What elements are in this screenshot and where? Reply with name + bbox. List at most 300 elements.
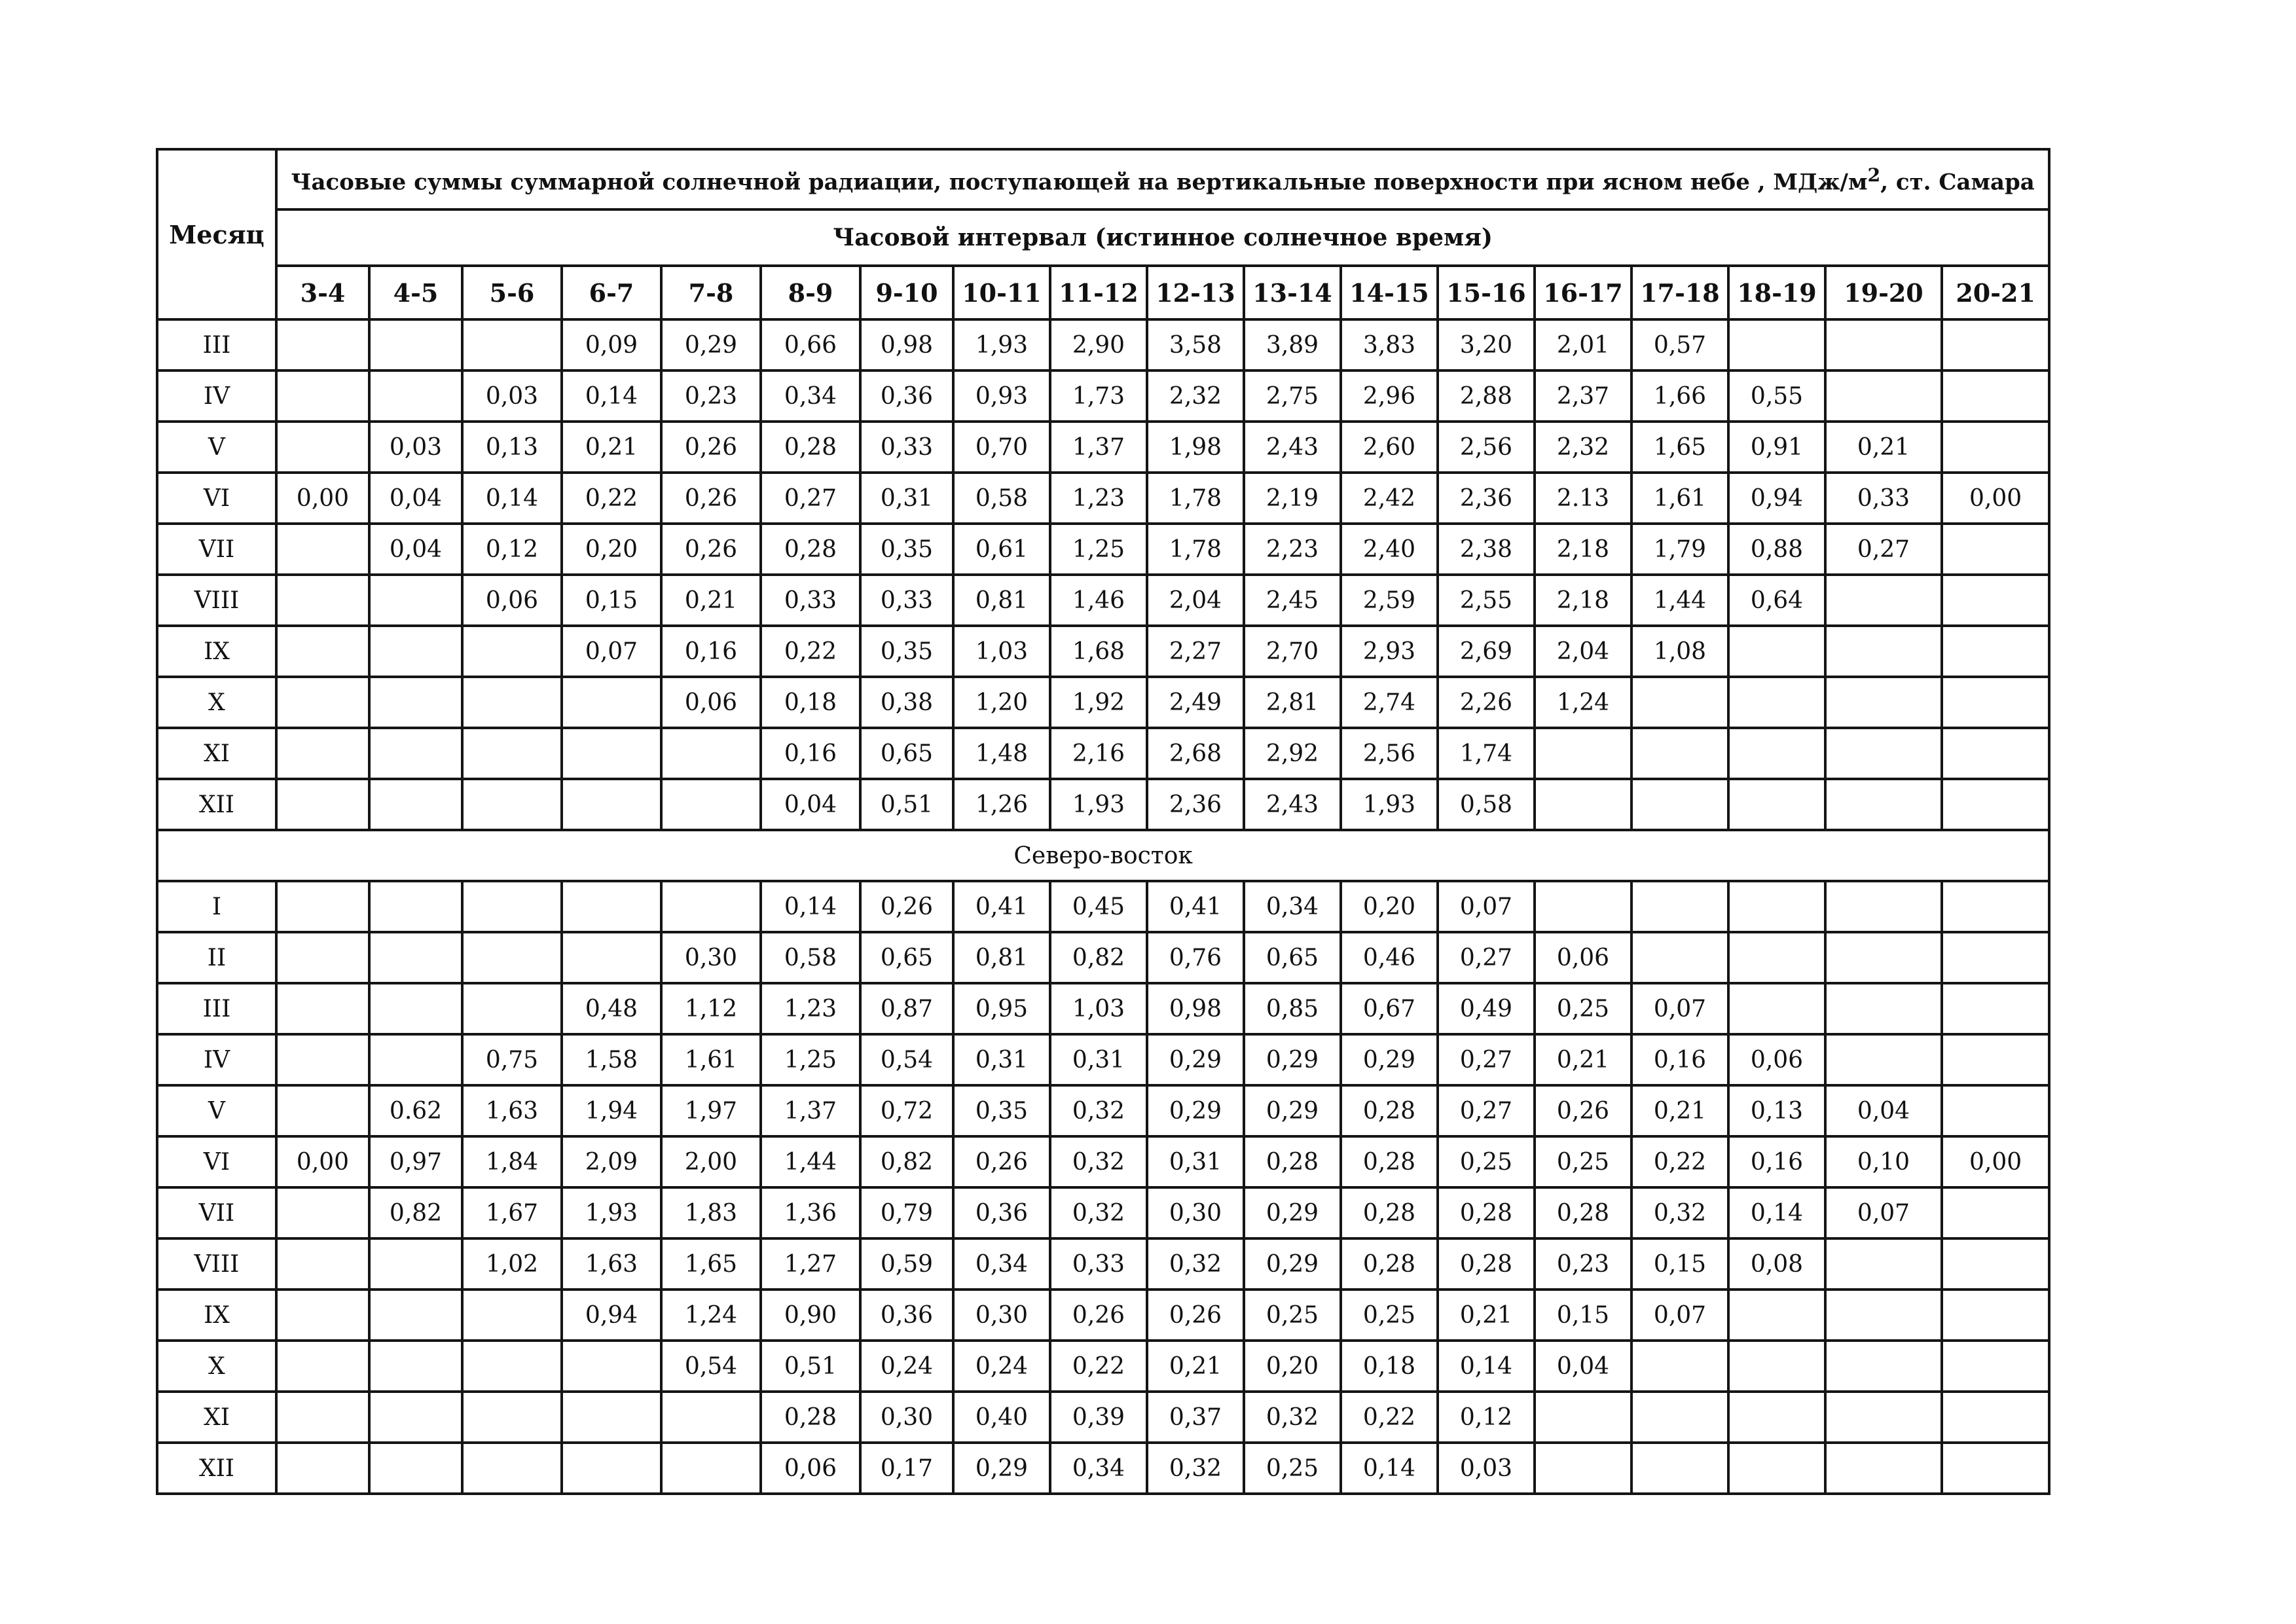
value-cell: 1,24 <box>1535 677 1631 728</box>
value-cell: 0,15 <box>1535 1290 1631 1341</box>
interval-column-header: 14-15 <box>1341 266 1438 319</box>
value-cell: 0,06 <box>1728 1034 1825 1085</box>
interval-column-header: 11-12 <box>1050 266 1147 319</box>
value-cell: 1,25 <box>1050 524 1147 575</box>
value-cell: 0,21 <box>1631 1085 1728 1136</box>
value-cell: 1,63 <box>462 1085 562 1136</box>
interval-column-header: 8-9 <box>761 266 860 319</box>
value-cell: 0,27 <box>1438 932 1535 983</box>
value-cell: 2,56 <box>1341 728 1438 779</box>
value-cell: 0,98 <box>860 319 953 370</box>
value-cell: 0,28 <box>761 1392 860 1443</box>
value-cell <box>1728 1392 1825 1443</box>
value-cell <box>369 370 462 422</box>
value-cell <box>1728 319 1825 370</box>
value-cell <box>1942 881 2049 932</box>
value-cell <box>462 677 562 728</box>
value-cell <box>1728 1443 1825 1494</box>
value-cell: 0,30 <box>860 1392 953 1443</box>
value-cell: 0,21 <box>1438 1290 1535 1341</box>
value-cell: 0,28 <box>1535 1187 1631 1238</box>
value-cell <box>462 626 562 677</box>
value-cell: 0,93 <box>953 370 1050 422</box>
interval-column-header: 19-20 <box>1825 266 1942 319</box>
value-cell <box>369 1392 462 1443</box>
value-cell: 2,32 <box>1147 370 1244 422</box>
value-cell: 0,24 <box>860 1341 953 1392</box>
value-cell: 0,14 <box>462 473 562 524</box>
value-cell: 0,26 <box>1050 1290 1147 1341</box>
month-cell: VIII <box>157 575 276 626</box>
month-cell: XII <box>157 1443 276 1494</box>
value-cell <box>1728 1341 1825 1392</box>
value-cell: 1,02 <box>462 1238 562 1290</box>
value-cell: 2,04 <box>1535 626 1631 677</box>
value-cell: 0,39 <box>1050 1392 1147 1443</box>
value-cell: 2,37 <box>1535 370 1631 422</box>
value-cell: 0,22 <box>761 626 860 677</box>
section-title: Северо-восток <box>157 830 2049 881</box>
month-cell: XI <box>157 1392 276 1443</box>
value-cell <box>1825 881 1942 932</box>
value-cell: 0,31 <box>860 473 953 524</box>
value-cell: 0,41 <box>953 881 1050 932</box>
month-cell: III <box>157 983 276 1034</box>
table-row <box>157 1136 2049 1187</box>
value-cell: 2,23 <box>1244 524 1341 575</box>
value-cell: 0,20 <box>562 524 661 575</box>
value-cell: 0,28 <box>1341 1238 1438 1290</box>
value-cell: 2,69 <box>1438 626 1535 677</box>
value-cell: 0,82 <box>860 1136 953 1187</box>
interval-column-header: 4-5 <box>369 266 462 319</box>
value-cell <box>369 1034 462 1085</box>
value-cell <box>369 1341 462 1392</box>
value-cell: 2,55 <box>1438 575 1535 626</box>
value-cell <box>661 779 761 830</box>
value-cell <box>1825 1290 1942 1341</box>
value-cell <box>276 779 369 830</box>
value-cell: 1,92 <box>1050 677 1147 728</box>
value-cell: 1,93 <box>562 1187 661 1238</box>
value-cell: 0,03 <box>1438 1443 1535 1494</box>
value-cell <box>276 319 369 370</box>
value-cell: 1,93 <box>953 319 1050 370</box>
value-cell: 1,78 <box>1147 524 1244 575</box>
value-cell: 0,82 <box>1050 932 1147 983</box>
interval-column-header: 20-21 <box>1942 266 2049 319</box>
table-row <box>157 319 2049 370</box>
value-cell: 0,10 <box>1825 1136 1942 1187</box>
table-row <box>157 473 2049 524</box>
value-cell: 0,22 <box>1050 1341 1147 1392</box>
value-cell <box>1631 1443 1728 1494</box>
value-cell: 0,65 <box>860 728 953 779</box>
value-cell: 0,30 <box>661 932 761 983</box>
value-cell: 1,68 <box>1050 626 1147 677</box>
value-cell: 1,46 <box>1050 575 1147 626</box>
table-title-text: Часовые суммы суммарной солнечной радиации, поступающей на вертикальные поверхности при ясном небе , МДж/м <box>291 169 1868 196</box>
month-column-header: Месяц <box>157 149 276 319</box>
value-cell: 2,93 <box>1341 626 1438 677</box>
value-cell <box>1942 1290 2049 1341</box>
value-cell <box>1825 575 1942 626</box>
value-cell: 0,04 <box>369 473 462 524</box>
month-cell: I <box>157 881 276 932</box>
value-cell: 0,31 <box>1147 1136 1244 1187</box>
value-cell: 1,94 <box>562 1085 661 1136</box>
value-cell <box>562 881 661 932</box>
value-cell: 0,26 <box>661 524 761 575</box>
table-row <box>157 1034 2049 1085</box>
value-cell: 0,75 <box>462 1034 562 1085</box>
value-cell: 0,30 <box>953 1290 1050 1341</box>
value-cell: 2,42 <box>1341 473 1438 524</box>
value-cell: 0,32 <box>1147 1238 1244 1290</box>
value-cell <box>462 983 562 1034</box>
value-cell <box>1942 370 2049 422</box>
value-cell: 0,16 <box>661 626 761 677</box>
value-cell: 0,29 <box>1244 1085 1341 1136</box>
value-cell <box>1728 677 1825 728</box>
value-cell: 0,55 <box>1728 370 1825 422</box>
table-row <box>157 779 2049 830</box>
value-cell: 0,14 <box>1438 1341 1535 1392</box>
month-cell: VII <box>157 524 276 575</box>
value-cell: 0,00 <box>276 1136 369 1187</box>
value-cell: 1,78 <box>1147 473 1244 524</box>
value-cell <box>276 983 369 1034</box>
value-cell: 0,14 <box>1341 1443 1438 1494</box>
value-cell: 0,14 <box>1728 1187 1825 1238</box>
value-cell: 1,67 <box>462 1187 562 1238</box>
value-cell: 0,41 <box>1147 881 1244 932</box>
value-cell: 1,65 <box>1631 422 1728 473</box>
value-cell <box>1942 1085 2049 1136</box>
value-cell <box>276 677 369 728</box>
value-cell <box>1942 1187 2049 1238</box>
value-cell <box>462 728 562 779</box>
value-cell: 2,56 <box>1438 422 1535 473</box>
value-cell: 0,33 <box>1825 473 1942 524</box>
month-cell: XII <box>157 779 276 830</box>
value-cell: 1,58 <box>562 1034 661 1085</box>
value-cell: 0,27 <box>1825 524 1942 575</box>
value-cell: 1,61 <box>661 1034 761 1085</box>
table-row <box>157 1187 2049 1238</box>
value-cell <box>661 728 761 779</box>
table-row <box>157 728 2049 779</box>
value-cell: 0,20 <box>1341 881 1438 932</box>
value-cell: 0,35 <box>860 626 953 677</box>
value-cell: 2,09 <box>562 1136 661 1187</box>
value-cell <box>1728 728 1825 779</box>
value-cell: 0,20 <box>1244 1341 1341 1392</box>
value-cell: 2,74 <box>1341 677 1438 728</box>
value-cell: 0,70 <box>953 422 1050 473</box>
value-cell: 2,88 <box>1438 370 1535 422</box>
value-cell: 2,49 <box>1147 677 1244 728</box>
value-cell: 2,60 <box>1341 422 1438 473</box>
section-2-body <box>157 881 2049 1494</box>
month-cell: VI <box>157 473 276 524</box>
value-cell: 2,00 <box>661 1136 761 1187</box>
value-cell: 2,27 <box>1147 626 1244 677</box>
interval-column-header: 5-6 <box>462 266 562 319</box>
value-cell: 0,14 <box>562 370 661 422</box>
table-row <box>157 677 2049 728</box>
value-cell: 0,22 <box>1631 1136 1728 1187</box>
value-cell: 0,27 <box>1438 1034 1535 1085</box>
value-cell: 0,29 <box>1244 1034 1341 1085</box>
month-cell: VII <box>157 1187 276 1238</box>
section-1-body <box>157 319 2049 830</box>
value-cell: 0,28 <box>761 524 860 575</box>
value-cell: 1,73 <box>1050 370 1147 422</box>
value-cell <box>276 422 369 473</box>
value-cell <box>1728 626 1825 677</box>
value-cell: 0,25 <box>1244 1443 1341 1494</box>
value-cell: 0,95 <box>953 983 1050 1034</box>
value-cell <box>1825 319 1942 370</box>
value-cell <box>562 779 661 830</box>
value-cell: 0,06 <box>661 677 761 728</box>
value-cell <box>1535 728 1631 779</box>
value-cell: 0,07 <box>562 626 661 677</box>
value-cell: 0,26 <box>661 422 761 473</box>
value-cell <box>1631 1392 1728 1443</box>
value-cell: 0,26 <box>953 1136 1050 1187</box>
table-row <box>157 1392 2049 1443</box>
interval-column-header: 3-4 <box>276 266 369 319</box>
value-cell: 0,34 <box>1050 1443 1147 1494</box>
table-row <box>157 1443 2049 1494</box>
value-cell: 2,18 <box>1535 575 1631 626</box>
interval-header: Часовой интервал (истинное солнечное время) <box>276 209 2049 266</box>
value-cell <box>462 1443 562 1494</box>
value-cell: 0,51 <box>860 779 953 830</box>
value-cell: 0,33 <box>761 575 860 626</box>
interval-column-header: 17-18 <box>1631 266 1728 319</box>
value-cell: 2,36 <box>1438 473 1535 524</box>
value-cell <box>1631 677 1728 728</box>
value-cell <box>369 881 462 932</box>
value-cell: 0,04 <box>761 779 860 830</box>
value-cell: 0,21 <box>1535 1034 1631 1085</box>
value-cell: 0,00 <box>1942 1136 2049 1187</box>
value-cell: 2,81 <box>1244 677 1341 728</box>
value-cell: 0,94 <box>562 1290 661 1341</box>
value-cell: 0,81 <box>953 575 1050 626</box>
value-cell: 0,32 <box>1147 1443 1244 1494</box>
value-cell <box>1942 422 2049 473</box>
value-cell: 0,07 <box>1631 1290 1728 1341</box>
value-cell <box>661 1392 761 1443</box>
value-cell <box>369 1238 462 1290</box>
value-cell: 0,54 <box>860 1034 953 1085</box>
value-cell: 0,29 <box>1244 1238 1341 1290</box>
interval-columns-row <box>157 266 2049 319</box>
value-cell: 0,28 <box>1244 1136 1341 1187</box>
value-cell: 0,37 <box>1147 1392 1244 1443</box>
value-cell: 0,15 <box>562 575 661 626</box>
value-cell <box>276 1187 369 1238</box>
value-cell: 0,51 <box>761 1341 860 1392</box>
value-cell: 0,27 <box>1438 1085 1535 1136</box>
value-cell <box>1631 932 1728 983</box>
value-cell: 0,29 <box>1244 1187 1341 1238</box>
month-cell: X <box>157 677 276 728</box>
value-cell: 0,29 <box>1147 1034 1244 1085</box>
value-cell <box>1631 779 1728 830</box>
value-cell: 1,23 <box>1050 473 1147 524</box>
value-cell: 0,33 <box>1050 1238 1147 1290</box>
interval-column-header: 10-11 <box>953 266 1050 319</box>
value-cell: 0,35 <box>953 1085 1050 1136</box>
value-cell: 0,29 <box>1147 1085 1244 1136</box>
value-cell: 2,01 <box>1535 319 1631 370</box>
value-cell <box>462 1341 562 1392</box>
value-cell: 0,12 <box>1438 1392 1535 1443</box>
value-cell: 0,87 <box>860 983 953 1034</box>
interval-column-header: 13-14 <box>1244 266 1341 319</box>
value-cell <box>1825 779 1942 830</box>
value-cell <box>562 728 661 779</box>
value-cell: 1,44 <box>1631 575 1728 626</box>
value-cell: 1,93 <box>1050 779 1147 830</box>
value-cell: 1,37 <box>1050 422 1147 473</box>
value-cell <box>1942 319 2049 370</box>
value-cell: 3,83 <box>1341 319 1438 370</box>
value-cell <box>562 1341 661 1392</box>
value-cell <box>1825 1341 1942 1392</box>
value-cell: 1,03 <box>953 626 1050 677</box>
value-cell: 1,24 <box>661 1290 761 1341</box>
value-cell: 0,32 <box>1050 1085 1147 1136</box>
value-cell: 1,26 <box>953 779 1050 830</box>
value-cell: 1,12 <box>661 983 761 1034</box>
value-cell: 0,33 <box>860 575 953 626</box>
value-cell: 2,40 <box>1341 524 1438 575</box>
value-cell: 0,32 <box>1050 1136 1147 1187</box>
value-cell: 0,06 <box>462 575 562 626</box>
month-cell: VIII <box>157 1238 276 1290</box>
value-cell <box>1728 932 1825 983</box>
value-cell: 0,29 <box>953 1443 1050 1494</box>
value-cell <box>462 932 562 983</box>
value-cell: 2,68 <box>1147 728 1244 779</box>
value-cell: 1,63 <box>562 1238 661 1290</box>
value-cell: 0,58 <box>761 932 860 983</box>
value-cell: 0,72 <box>860 1085 953 1136</box>
value-cell <box>1942 1341 2049 1392</box>
value-cell: 0,94 <box>1728 473 1825 524</box>
month-cell: IX <box>157 1290 276 1341</box>
value-cell: 0,58 <box>1438 779 1535 830</box>
value-cell: 0,31 <box>1050 1034 1147 1085</box>
value-cell <box>1535 779 1631 830</box>
value-cell: 1,48 <box>953 728 1050 779</box>
table-row <box>157 932 2049 983</box>
value-cell: 0,00 <box>276 473 369 524</box>
table-row <box>157 575 2049 626</box>
value-cell: 0,58 <box>953 473 1050 524</box>
value-cell <box>369 779 462 830</box>
value-cell <box>1825 1443 1942 1494</box>
value-cell: 3,58 <box>1147 319 1244 370</box>
value-cell <box>369 1290 462 1341</box>
value-cell: 0,03 <box>462 370 562 422</box>
value-cell: 0,32 <box>1631 1187 1728 1238</box>
value-cell: 0,27 <box>761 473 860 524</box>
value-cell: 0,08 <box>1728 1238 1825 1290</box>
value-cell: 1,97 <box>661 1085 761 1136</box>
value-cell: 0,66 <box>761 319 860 370</box>
value-cell <box>462 779 562 830</box>
value-cell: 0,61 <box>953 524 1050 575</box>
value-cell: 0,25 <box>1535 1136 1631 1187</box>
value-cell: 0,91 <box>1728 422 1825 473</box>
value-cell <box>562 932 661 983</box>
value-cell <box>1942 1392 2049 1443</box>
value-cell <box>369 728 462 779</box>
value-cell: 0,18 <box>761 677 860 728</box>
value-cell: 2.13 <box>1535 473 1631 524</box>
value-cell: 0,16 <box>761 728 860 779</box>
value-cell: 0,23 <box>1535 1238 1631 1290</box>
value-cell: 0,32 <box>1244 1392 1341 1443</box>
value-cell <box>1942 1238 2049 1290</box>
value-cell: 0,38 <box>860 677 953 728</box>
interval-column-header: 6-7 <box>562 266 661 319</box>
value-cell: 2,75 <box>1244 370 1341 422</box>
value-cell: 0,25 <box>1535 983 1631 1034</box>
value-cell <box>369 1443 462 1494</box>
value-cell <box>276 1341 369 1392</box>
value-cell: 1,20 <box>953 677 1050 728</box>
value-cell: 1,98 <box>1147 422 1244 473</box>
value-cell: 0,29 <box>661 319 761 370</box>
value-cell <box>369 575 462 626</box>
value-cell <box>1825 983 1942 1034</box>
value-cell: 1,74 <box>1438 728 1535 779</box>
value-cell: 0.62 <box>369 1085 462 1136</box>
value-cell <box>462 1290 562 1341</box>
value-cell <box>1942 575 2049 626</box>
value-cell: 0,06 <box>1535 932 1631 983</box>
value-cell: 1,65 <box>661 1238 761 1290</box>
value-cell: 2,45 <box>1244 575 1341 626</box>
value-cell <box>276 575 369 626</box>
value-cell: 0,26 <box>1535 1085 1631 1136</box>
value-cell: 1,08 <box>1631 626 1728 677</box>
value-cell <box>1942 932 2049 983</box>
table-row <box>157 422 2049 473</box>
value-cell: 0,25 <box>1341 1290 1438 1341</box>
value-cell: 0,34 <box>761 370 860 422</box>
value-cell: 0,25 <box>1244 1290 1341 1341</box>
table-title-superscript: 2 <box>1867 163 1881 186</box>
value-cell: 0,13 <box>1728 1085 1825 1136</box>
value-cell <box>1825 932 1942 983</box>
value-cell: 0,48 <box>562 983 661 1034</box>
month-cell: XI <box>157 728 276 779</box>
value-cell: 2,96 <box>1341 370 1438 422</box>
value-cell <box>1728 779 1825 830</box>
value-cell: 0,76 <box>1147 932 1244 983</box>
value-cell: 0,54 <box>661 1341 761 1392</box>
value-cell: 0,36 <box>860 1290 953 1341</box>
